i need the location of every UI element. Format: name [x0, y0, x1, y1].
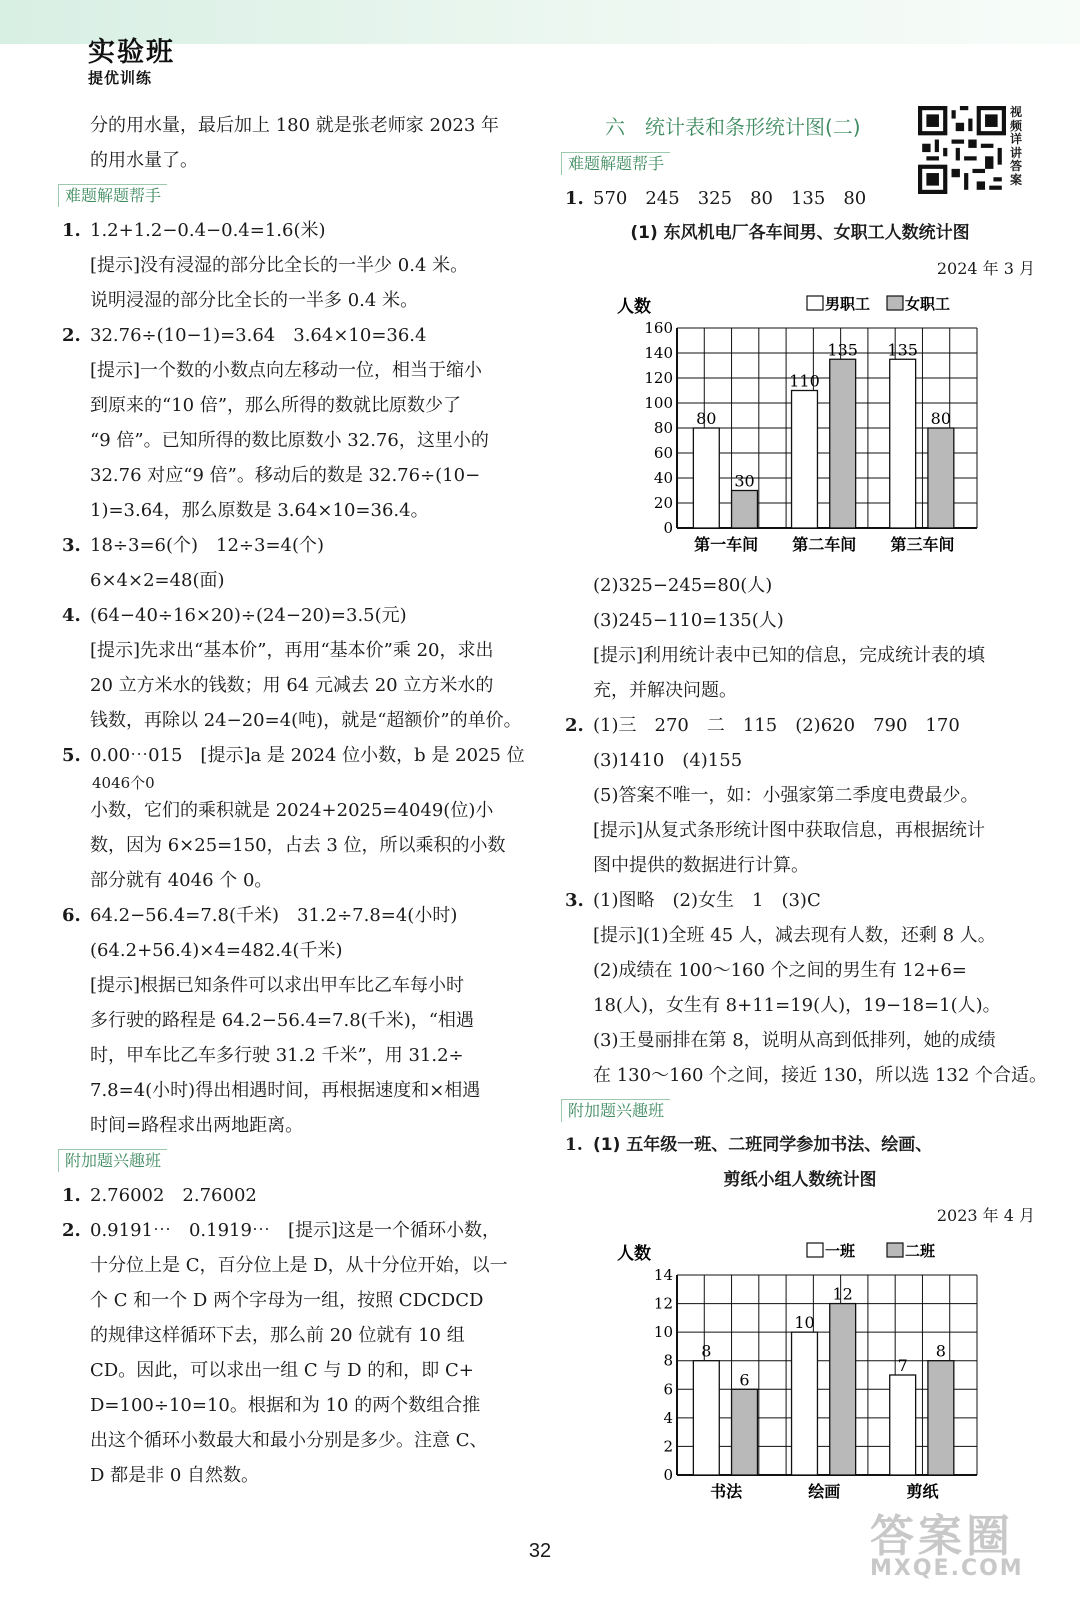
text-line — [62, 143, 550, 178]
text-line — [62, 863, 550, 898]
line-text: 的规律这样循环下去，那么前 20 位就有 10 组 — [90, 1325, 465, 1346]
text-line — [565, 568, 1035, 603]
line-text: (2)成绩在 100～160 个之间的男生有 12+6= — [593, 960, 967, 981]
text-line — [62, 1248, 550, 1283]
text-line — [565, 638, 1035, 673]
line-text: 0.00⋯015 [提示]a 是 2024 位小数，b 是 2025 位 — [90, 745, 525, 766]
text-line — [62, 633, 550, 668]
line-text: [提示]从复式条形统计图中获取信息，再根据统计 — [593, 820, 986, 841]
y-tick-label: 10 — [653, 1323, 673, 1342]
line-text: CD。因此，可以求出一组 C 与 D 的和，即 C+ — [90, 1360, 474, 1381]
left-column — [62, 108, 550, 1493]
text-line — [62, 1423, 550, 1458]
line-text: 20 立方米水的钱数；用 64 元减去 20 立方米水的 — [90, 675, 494, 696]
text-line — [565, 988, 1035, 1023]
line-text: 7.8=4(小时)得出相遇时间，再根据速度和×相遇 — [90, 1080, 481, 1101]
line-text: [提示]没有浸湿的部分比全长的一半少 0.4 米。 — [90, 255, 469, 276]
watermark-title: 答案圈 — [870, 1511, 1014, 1562]
line-text: 6×4×2=48(面) — [90, 570, 225, 591]
text-line — [62, 793, 550, 828]
line-text: 32.76 对应“9 倍”。移动后的数是 32.76÷(10− — [90, 465, 481, 486]
chart1-svg — [565, 286, 1035, 556]
text-line — [565, 813, 1035, 848]
line-text: 18(人)，女生有 8+11=19(人)，19−18=1(人)。 — [593, 995, 1001, 1016]
text-line — [62, 1038, 550, 1073]
question-number: 2. — [565, 715, 584, 736]
y-tick-label: 160 — [644, 319, 673, 337]
line-text: 到原来的“10 倍”，那么所得的数就比原数少了 — [90, 395, 462, 416]
legend-entry: 女职工 — [905, 295, 951, 313]
line-text: (2)325−245=80(人) — [593, 575, 773, 596]
text-line — [62, 458, 550, 493]
line-text: (64−40÷16×20)÷(24−20)=3.5(元) — [90, 605, 407, 626]
bar — [890, 1375, 916, 1475]
chart1-container — [565, 286, 1035, 568]
text-line — [62, 773, 550, 793]
x-tick-label: 第三车间 — [890, 535, 955, 554]
line-text: 十分位上是 C，百分位上是 D，从十分位开始，以一 — [90, 1255, 508, 1276]
question-number: 6. — [62, 905, 81, 926]
text-line — [565, 1023, 1035, 1058]
bar-value-label: 110 — [789, 371, 820, 391]
y-axis-label: 人数 — [617, 1244, 651, 1264]
line-text: [提示]根据已知条件可以求出甲车比乙车每小时 — [90, 975, 465, 996]
y-tick-label: 40 — [653, 469, 673, 487]
text-line — [62, 1458, 550, 1493]
y-tick-label: 2 — [663, 1437, 673, 1456]
line-text: 部分就有 4046 个 0。 — [90, 870, 273, 891]
legend-swatch — [807, 296, 823, 310]
question-line — [62, 598, 550, 633]
legend-entry: 二班 — [905, 1242, 936, 1260]
line-text: 时，甲车比乙车多行驶 31.2 千米”，用 31.2÷ — [90, 1045, 464, 1066]
text-line — [62, 1318, 550, 1353]
bar-value-label: 135 — [827, 340, 858, 360]
y-tick-label: 20 — [653, 494, 673, 512]
text-line — [62, 248, 550, 283]
section-title: 六 统计表和条形统计图(二) — [605, 115, 861, 139]
text-line — [62, 1388, 550, 1423]
line-text: (3)王曼丽排在第 8，说明从高到低排列，她的成绩 — [593, 1030, 996, 1051]
answers-block — [565, 568, 1048, 1093]
page-number: 32 — [528, 1540, 552, 1562]
text-line — [565, 778, 1035, 813]
line-text: D 都是非 0 自然数。 — [90, 1465, 260, 1486]
line-text: 在 130～160 个之间，接近 130，所以选 132 个合适。 — [593, 1065, 1048, 1086]
y-tick-label: 4 — [663, 1408, 673, 1427]
line-text: 18÷3=6(个) 12÷3=4(个) — [90, 535, 325, 556]
bar-value-label: 6 — [739, 1370, 750, 1390]
text-line — [62, 283, 550, 318]
watermark — [870, 1500, 1024, 1581]
question-number: 4. — [62, 605, 81, 626]
bar-value-label: 80 — [930, 409, 952, 428]
x-tick-label: 第一车间 — [694, 535, 759, 554]
line-text: 图中提供的数据进行计算。 — [593, 855, 809, 876]
chart1-title: (1) 东风机电厂各车间男、女职工人数统计图 — [630, 223, 970, 243]
legend-entry: 一班 — [825, 1242, 856, 1260]
bar-value-label: 12 — [832, 1284, 853, 1304]
text-line — [62, 828, 550, 863]
text-line — [565, 603, 1035, 638]
bar — [693, 428, 719, 528]
line-text: 1)=3.64，那么原数是 3.64×10=36.4。 — [90, 500, 429, 521]
question-line — [565, 883, 1035, 918]
y-tick-label: 6 — [663, 1380, 673, 1399]
text-line — [565, 918, 1035, 953]
x-tick-label: 书法 — [710, 1482, 743, 1501]
y-tick-label: 8 — [663, 1351, 673, 1370]
bar — [792, 391, 818, 529]
text-line — [565, 1058, 1048, 1093]
qr-code-icon[interactable] — [918, 106, 1006, 194]
question-line — [62, 213, 550, 248]
bar — [830, 359, 856, 528]
y-tick-label: 0 — [663, 519, 673, 537]
y-tick-label: 100 — [644, 394, 673, 412]
line-text: 多行驶的路程是 64.2−56.4=7.8(千米)，“相遇 — [90, 1010, 474, 1031]
line-text: 的用水量了。 — [90, 150, 198, 171]
question-line — [62, 1213, 550, 1248]
y-axis-label: 人数 — [617, 297, 651, 317]
text-line — [62, 493, 550, 528]
chart2-title-line2: 剪纸小组人数统计图 — [723, 1170, 877, 1190]
bar — [928, 428, 954, 528]
bar — [792, 1332, 818, 1475]
text-line — [62, 968, 550, 1003]
line-text: 小数，它们的乘积就是 2024+2025=4049(位)小 — [90, 800, 494, 821]
question-number: 3. — [565, 890, 584, 911]
text-line — [62, 1003, 550, 1038]
bar-value-label: 80 — [696, 409, 717, 428]
section-label: 附加题兴趣班 — [561, 1099, 670, 1122]
y-tick-label: 120 — [644, 369, 673, 387]
watermark-url: MXQE.COM — [870, 1556, 1024, 1581]
line-text: 64.2−56.4=7.8(千米) 31.2÷7.8=4(小时) — [90, 905, 458, 926]
bar — [830, 1304, 856, 1475]
brand-title: 实验班 — [88, 37, 175, 68]
line-text: 时间=路程求出两地距离。 — [90, 1115, 304, 1136]
y-tick-label: 14 — [653, 1266, 673, 1284]
qr-caption: 视频详讲答案 — [1010, 105, 1023, 187]
bar — [693, 1361, 719, 1475]
brand-logo — [88, 30, 175, 88]
line-text: 分的用水量，最后加上 180 就是张老师家 2023 年 — [90, 115, 500, 136]
line-text: “9 倍”。已知所得的数比原数小 32.76，这里小的 — [90, 430, 489, 451]
legend-swatch — [887, 296, 903, 310]
question-number: 3. — [62, 535, 81, 556]
line-text: 32.76÷(10−1)=3.64 3.64×10=36.4 — [90, 325, 427, 346]
line-text: [提示]一个数的小数点向左移动一位，相当于缩小 — [90, 360, 483, 381]
text-line — [62, 668, 550, 703]
line-text: [提示]先求出“基本价”，再用“基本价”乘 20，求出 — [90, 640, 494, 661]
x-tick-label: 绘画 — [808, 1482, 841, 1501]
question-number: 1. — [62, 1185, 81, 1206]
line-text: 个 C 和一个 D 两个字母为一组，按照 CDCDCD — [90, 1290, 484, 1311]
bar-value-label: 8 — [935, 1341, 946, 1361]
bar — [732, 491, 758, 529]
text-line — [565, 953, 1035, 988]
text-line — [62, 353, 550, 388]
chart2-date: 2023 年 4 月 — [936, 1206, 1035, 1225]
text-line — [565, 673, 1035, 708]
y-tick-label: 80 — [653, 419, 673, 437]
line-text: D=100÷10=10。根据和为 10 的两个数组合推 — [90, 1395, 481, 1416]
bar-value-label: 10 — [794, 1313, 815, 1333]
question-line — [62, 1178, 550, 1213]
line-text: (1)三 270 二 115 (2)620 790 170 — [593, 715, 960, 736]
line-text: [提示]利用统计表中已知的信息，完成统计表的填 — [593, 645, 986, 666]
question-line — [565, 708, 1035, 743]
text-line — [62, 388, 550, 423]
chart2-svg — [565, 1233, 1035, 1513]
chart1-date: 2024 年 3 月 — [936, 259, 1035, 278]
text-line — [62, 423, 550, 458]
bar — [928, 1361, 954, 1475]
bar-value-label: 7 — [897, 1356, 908, 1375]
line-text: 钱数，再除以 24−20=4(吨)，就是“超额价”的单价。 — [90, 710, 522, 731]
text-line — [62, 1073, 550, 1108]
bar-value-label: 8 — [701, 1341, 712, 1361]
bar-value-label: 135 — [887, 340, 918, 360]
y-tick-label: 0 — [663, 1466, 673, 1484]
x-tick-label: 剪纸 — [906, 1482, 939, 1501]
brand-subtitle: 提优训练 — [88, 69, 153, 87]
bar-value-label: 30 — [734, 471, 755, 491]
x-tick-label: 第二车间 — [792, 535, 857, 554]
bar — [732, 1389, 758, 1475]
question-line — [62, 318, 550, 353]
line-text: 说明浸湿的部分比全长的一半多 0.4 米。 — [90, 290, 419, 311]
text-line — [62, 933, 550, 968]
section-label: 附加题兴趣班 — [58, 1149, 167, 1172]
text-line — [62, 563, 550, 598]
line-text: 充，并解决问题。 — [593, 680, 737, 701]
line-text: (3)245−110=135(人) — [593, 610, 784, 631]
legend-entry: 男职工 — [825, 295, 871, 313]
text-line — [62, 703, 550, 738]
line-text: 0.9191⋯ 0.1919⋯ [提示]这是一个循环小数， — [90, 1220, 501, 1241]
text-line — [62, 1353, 550, 1388]
line-text: 数，因为 6×25=150，占去 3 位，所以乘积的小数 — [90, 835, 506, 856]
question-number: 2. — [62, 325, 81, 346]
line-text: (5)答案不唯一，如：小强家第二季度电费最少。 — [593, 785, 979, 806]
question-number: 2. — [62, 1220, 81, 1241]
text-line — [62, 1283, 550, 1318]
bar — [890, 359, 916, 528]
line-text: 1.2+1.2−0.4−0.4=1.6(米) — [90, 220, 326, 241]
text-line — [62, 1108, 550, 1143]
line-text: 出这个循环小数最大和最小分别是多少。注意 C、 — [90, 1430, 488, 1451]
answer-line: 1. 570 245 325 80 135 80 — [565, 188, 867, 209]
text-line — [62, 108, 550, 143]
question-line — [62, 738, 550, 773]
line-text: (64.2+56.4)×4=482.4(千米) — [90, 940, 343, 961]
chart2-title-line1: 1. (1) 五年级一班、二班同学参加书法、绘画、 — [565, 1135, 933, 1155]
y-tick-label: 60 — [653, 444, 673, 462]
legend-swatch — [807, 1243, 823, 1257]
section-label: 难题解题帮手 — [561, 152, 670, 175]
question-number: 5. — [62, 745, 81, 766]
y-tick-label: 140 — [644, 344, 673, 362]
line-text: 2.76002 2.76002 — [90, 1185, 257, 1206]
line-text: (1)图略 (2)女生 1 (3)C — [593, 890, 821, 911]
question-line — [62, 528, 550, 563]
legend-swatch — [887, 1243, 903, 1257]
section-label: 难题解题帮手 — [58, 184, 167, 207]
line-text: (3)1410 (4)155 — [593, 750, 743, 771]
line-text: [提示](1)全班 45 人，减去现有人数，还剩 8 人。 — [593, 925, 996, 946]
chart2-container — [565, 1233, 1035, 1525]
text-line — [565, 848, 1035, 883]
right-column — [565, 110, 1048, 1525]
question-number: 1. — [62, 220, 81, 241]
question-line — [62, 898, 550, 933]
line-text: 4046个0 — [92, 774, 155, 792]
text-line — [565, 743, 1035, 778]
y-tick-label: 12 — [653, 1294, 673, 1313]
